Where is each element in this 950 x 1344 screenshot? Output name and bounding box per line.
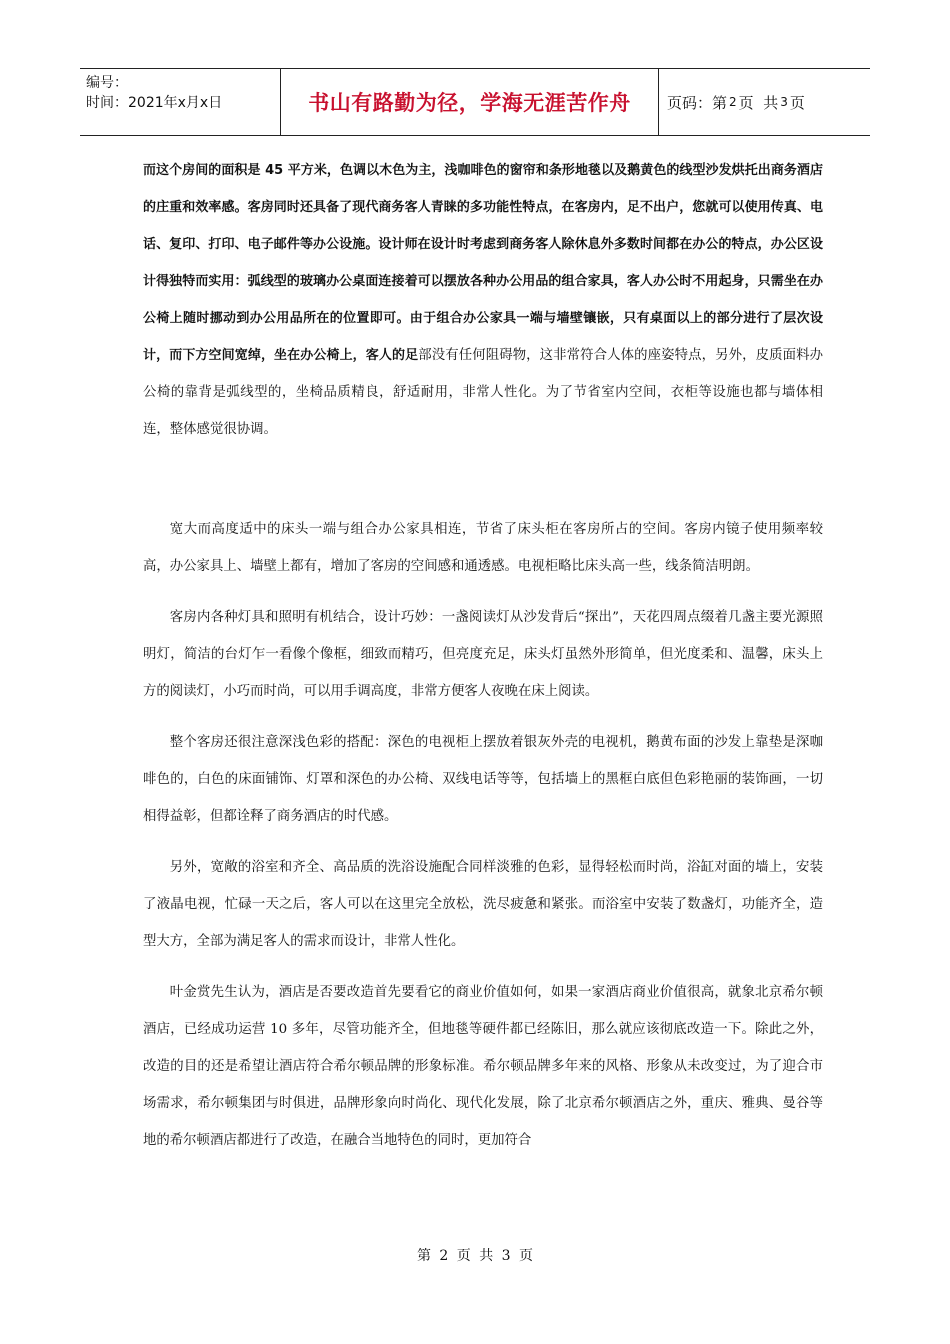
spacer: [143, 710, 823, 724]
paragraph-4: 整个客房还很注意深浅色彩的搭配：深色的电视柜上摆放着银灰外壳的电视机，鹅黄布面的沙发上靠垫是深咖啡色的，白色的床面铺饰、灯罩和深色的办公椅、双线电话等等，包括墙上的黑框白底但色彩艳丽的装饰画，一切相得益彰，但都诠释了商务酒店的时代感。: [143, 735, 823, 824]
spacer: [143, 585, 823, 599]
number-label: 编号：: [86, 75, 128, 91]
paragraph-1-bold: 而这个房间的面积是 45 平方米，色调以木色为主，浅咖啡色的窗帘和条形地毯以及鹅黄色的线型沙发烘托出商务酒店的庄重和效率感。客房同时还具备了现代商务客人青睐的多功能性特点，在客房内，足不出户，您就可以使用传真、电话、复印、打印、电子邮件等办公设施。设计师在设计时考虑到商务客人除休息外多数时间都在办公的特点，办公区设计得独特而实用：弧线型的玻璃办公桌面连接着可以摆放各种办公用品的组合家具，客人办公时不用起身，只需坐在办公椅上随时挪动到办公用品所在的位置即可。由于组合办公家具一端与墙壁镶嵌，只有桌面以上的部分进行了层次设计，而下方空间宽绰，坐在办公椅上，客人的足: [143, 163, 823, 363]
page-suffix: 页: [789, 93, 805, 112]
time-label: 时间：2021年x月x日: [86, 95, 223, 111]
document-body: [143, 152, 823, 1159]
paragraph-1: [143, 152, 823, 448]
spacer: [143, 835, 823, 849]
paragraph-3: 客房内各种灯具和照明有机结合，设计巧妙：一盏阅读灯从沙发背后“探出”，天花四周点缀着几盏主要光源照明灯，简洁的台灯乍一看像个像框，细致而精巧，但亮度充足，床头灯虽然外形简单，但光度柔和、温馨，床头上方的阅读灯，小巧而时尚，可以用手调高度，非常方便客人夜晚在床上阅读。: [143, 610, 823, 699]
header-table: [80, 68, 870, 136]
page-mid: 页 共: [738, 93, 779, 112]
page-current: 2: [729, 95, 737, 109]
paragraph-5: 另外，宽敞的浴室和齐全、高品质的洗浴设施配合同样淡雅的色彩，显得轻松而时尚，浴缸对面的墙上，安装了液晶电视，忙碌一天之后，客人可以在这里完全放松，洗尽疲惫和紧张。而浴室中安装了数盏灯，功能齐全，造型大方，全部为满足客人的需求而设计，非常人性化。: [143, 860, 823, 949]
page-total: 3: [780, 95, 788, 109]
page-prefix: 页码：第: [667, 93, 728, 112]
page-footer: 第 2 页 共 3 页: [416, 1248, 534, 1264]
spacer: [143, 960, 823, 974]
paragraph-1-normal: 部没有任何阻碍物，这非常符合人体的座姿特点，另外，皮质面料办公椅的靠背是弧线型的，坐椅品质精良，舒适耐用，非常人性化。为了节省室内空间，衣柜等设施也都与墙体相连，整体感觉很协调。: [143, 348, 823, 437]
spacer: [143, 448, 823, 511]
paragraph-2: 宽大而高度适中的床头一端与组合办公家具相连，节省了床头柜在客房所占的空间。客房内镜子使用频率较高，办公家具上、墙壁上都有，增加了客房的空间感和通透感。电视柜略比床头高一些，线条简洁明朗。: [143, 522, 823, 574]
header-meta: [80, 69, 281, 135]
header-page-number: [659, 69, 870, 135]
paragraph-6: 叶金赏先生认为，酒店是否要改造首先要看它的商业价值如何，如果一家酒店商业价值很高，就象北京希尔顿酒店，已经成功运营 10 多年，尽管功能齐全，但地毯等硬件都已经陈旧，那么就应该彻底改造一下。除此之外，改造的目的还是希望让酒店符合希尔顿品牌的形象标准。希尔顿品牌多年来的风格、形象从未改变过，为了迎合市场需求，希尔顿集团与时俱进，品牌形象向时尚化、现代化发展，除了北京希尔顿酒店之外，重庆、雅典、曼谷等地的希尔顿酒店都进行了改造，在融合当地特色的同时，更加符合: [143, 985, 823, 1148]
header-motto: 书山有路勤为径，学海无涯苦作舟: [281, 69, 659, 135]
